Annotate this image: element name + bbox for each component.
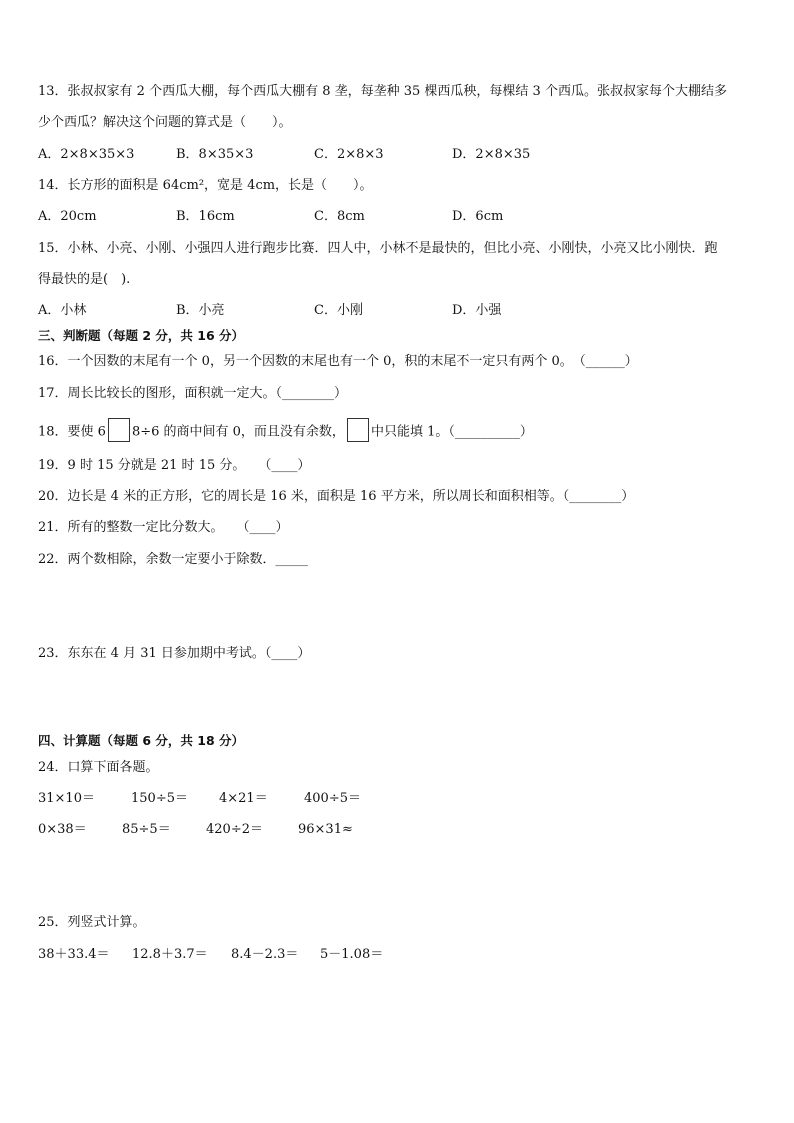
q16-text: 16．一个因数的末尾有一个 0，另一个因数的末尾也有一个 0，积的末尾不一定只有两个 0。 （______） bbox=[38, 354, 638, 369]
q24-item: 150÷5＝ bbox=[131, 791, 188, 806]
q17-text: 17．周长比较长的图形，面积就一定大。（________） bbox=[38, 386, 348, 401]
q24-title: 24．口算下面各题。 bbox=[38, 760, 159, 775]
q24-item: 0×38＝ bbox=[38, 822, 87, 837]
q13-option-c: C．2×8×3 bbox=[314, 147, 384, 162]
q15-line2: 得最快的是( ). bbox=[38, 272, 131, 287]
q14-option-d: D．6cm bbox=[452, 209, 504, 224]
q14-text: 14．长方形的面积是 64cm²，宽是 4cm，长是（ ）。 bbox=[38, 178, 373, 193]
q24-item: 420÷2＝ bbox=[206, 822, 263, 837]
q14-option-c: C．8cm bbox=[314, 209, 365, 224]
q15-option-c: C．小刚 bbox=[314, 303, 363, 318]
q14-option-a: A．20cm bbox=[38, 209, 97, 224]
q19-text: 19．9 时 15 分就是 21 时 15 分。 （____） bbox=[38, 458, 311, 473]
q15-line1: 15．小林、小亮、小刚、小强四人进行跑步比赛．四人中，小林不是最快的，但比小亮、小刚快，小亮又比小刚快．跑 bbox=[38, 241, 718, 256]
q18-part1: 18．要使 6 bbox=[38, 424, 106, 440]
q13-option-b: B．8×35×3 bbox=[176, 147, 254, 162]
q24-item: 4×21＝ bbox=[219, 791, 268, 806]
q13-line1: 13．张叔叔家有 2 个西瓜大棚，每个西瓜大棚有 8 垄，每垄种 35 棵西瓜秧，每棵结 3 个西瓜。张叔叔家每个大棚结多 bbox=[38, 84, 727, 99]
q20-text: 20．边长是 4 米的正方形，它的周长是 16 米，面积是 16 平方米，所以周长和面积相等。（________） bbox=[38, 489, 635, 504]
q18-part3: 中只能填 1。（__________） bbox=[370, 424, 533, 440]
q14-option-b: B．16cm bbox=[176, 209, 235, 224]
q13-option-d: D．2×8×35 bbox=[452, 147, 531, 162]
q15-option-d: D．小强 bbox=[452, 303, 502, 318]
q13-line2: 少个西瓜？解决这个问题的算式是（ ）。 bbox=[38, 115, 292, 130]
q13-option-a: A．2×8×35×3 bbox=[38, 147, 135, 162]
q18-blank-box-2 bbox=[347, 418, 369, 442]
q18-text bbox=[38, 422, 533, 442]
q25-item: 38＋33.4＝ bbox=[38, 947, 110, 962]
q24-item: 31×10＝ bbox=[38, 791, 95, 806]
q22-text: 22．两个数相除，余数一定要小于除数．_____ bbox=[38, 552, 309, 567]
q23-text: 23．东东在 4 月 31 日参加期中考试。（____） bbox=[38, 646, 311, 661]
q25-title: 25．列竖式计算。 bbox=[38, 915, 146, 930]
section-4-title: 四、计算题（每题 6 分，共 18 分） bbox=[38, 733, 245, 748]
q24-item: 85÷5＝ bbox=[122, 822, 171, 837]
section-3-title: 三、判断题（每题 2 分，共 16 分） bbox=[38, 328, 245, 343]
q24-item: 400÷5＝ bbox=[304, 791, 361, 806]
q18-blank-box-1 bbox=[108, 418, 130, 442]
q24-item: 96×31≈ bbox=[298, 822, 353, 837]
q18-part2: 8÷6 的商中间有 0，而且没有余数， bbox=[131, 424, 345, 440]
q15-option-b: B．小亮 bbox=[176, 303, 225, 318]
q25-item: 8.4－2.3＝ bbox=[231, 947, 299, 962]
q25-item: 5－1.08＝ bbox=[320, 947, 384, 962]
q21-text: 21．所有的整数一定比分数大。 （____） bbox=[38, 520, 289, 535]
q15-option-a: A．小林 bbox=[38, 303, 87, 318]
q25-item: 12.8＋3.7＝ bbox=[132, 947, 208, 962]
